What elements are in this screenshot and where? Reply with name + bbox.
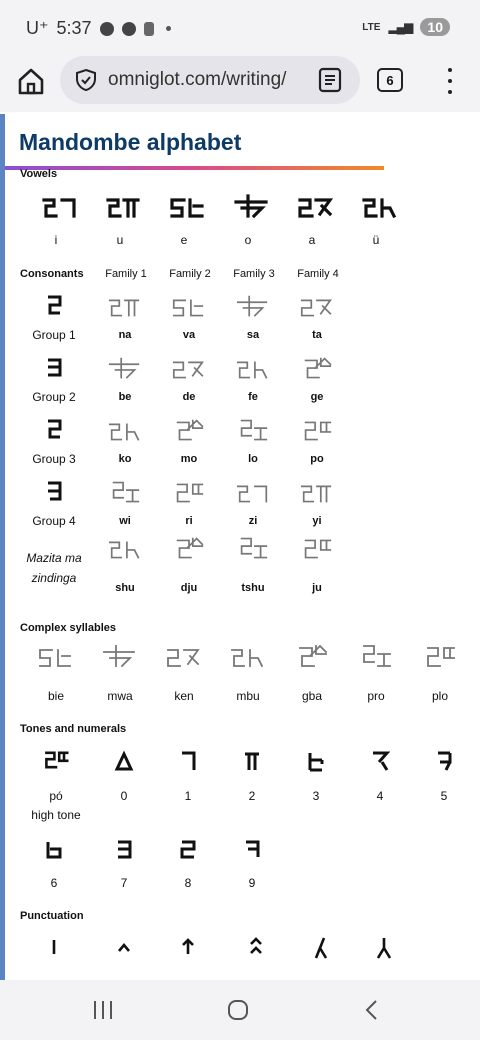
consonant-glyph <box>298 416 336 446</box>
back-icon[interactable] <box>362 998 380 1022</box>
consonant-label: ko <box>118 453 132 465</box>
section-heading-consonants: Consonants <box>20 268 84 280</box>
numeral-label: 0 <box>120 789 128 803</box>
consonant-glyph <box>298 478 336 508</box>
punctuation-glyph <box>44 936 64 960</box>
vowel-glyph <box>168 192 208 222</box>
punctuation-glyph <box>178 936 198 960</box>
page-title: Mandombe alphabet <box>19 129 242 155</box>
mazita-glyph <box>170 534 208 564</box>
status-right <box>362 18 450 36</box>
left-accent-bar <box>0 114 5 980</box>
group-base-glyph <box>44 294 64 316</box>
punctuation-glyph <box>246 936 266 960</box>
numeral-glyph <box>178 750 198 772</box>
numeral-label: 1 <box>184 789 192 803</box>
consonant-glyph <box>106 416 144 446</box>
numeral-label: 9 <box>248 876 256 890</box>
complex-glyph <box>356 642 396 672</box>
mazita-glyph <box>298 534 336 564</box>
consonant-glyph <box>234 478 272 508</box>
vowel-label: u <box>116 233 124 247</box>
punctuation-glyph <box>374 936 394 960</box>
group-base-glyph <box>44 480 64 502</box>
consonant-label: ge <box>310 391 324 403</box>
alert-notification-icon <box>144 22 154 36</box>
vowel-glyph <box>232 192 272 222</box>
consonant-glyph <box>234 416 272 446</box>
status-bar <box>0 0 480 56</box>
recent-apps-icon[interactable] <box>92 998 114 1022</box>
moon-notification-icon <box>122 22 136 36</box>
consonant-label: lo <box>248 453 258 465</box>
app-notification-icon <box>100 22 114 36</box>
vowel-label: a <box>308 233 316 247</box>
vowel-label: o <box>244 233 252 247</box>
complex-glyph <box>164 642 204 672</box>
consonant-glyph <box>298 292 336 322</box>
carrier-label: U⁺ <box>26 18 49 38</box>
family-header: Family 4 <box>297 268 339 280</box>
consonant-glyph <box>170 478 208 508</box>
network-type: LTE <box>362 21 381 33</box>
url-text[interactable]: omniglot.com/writing/ <box>108 69 287 90</box>
group-label: Group 2 <box>32 390 76 404</box>
complex-label: plo <box>431 689 448 703</box>
status-left <box>26 18 171 39</box>
consonant-label: fe <box>248 391 258 403</box>
numeral-glyph <box>44 838 64 860</box>
consonant-label: po <box>310 453 324 465</box>
consonant-label: na <box>118 329 132 341</box>
complex-glyph <box>228 642 268 672</box>
complex-label: gba <box>301 689 323 703</box>
numeral-glyph <box>242 750 262 772</box>
mazita-glyph <box>234 534 272 564</box>
section-heading-punctuation: Punctuation <box>20 910 84 922</box>
complex-label: pro <box>367 689 385 703</box>
vowel-glyph <box>104 192 144 222</box>
high-tone-glyph <box>40 746 72 774</box>
complex-label: mbu <box>236 689 260 703</box>
complex-glyph <box>36 642 76 672</box>
numeral-glyph <box>114 750 134 772</box>
vowel-glyph <box>40 192 80 222</box>
group-label: Group 1 <box>32 328 76 342</box>
complex-glyph <box>420 642 460 672</box>
family-header: Family 1 <box>105 268 147 280</box>
consonant-label: de <box>182 391 196 403</box>
consonant-label: mo <box>180 453 198 465</box>
tab-switcher-button[interactable]: 6 <box>377 68 403 92</box>
numeral-glyph <box>242 838 262 860</box>
consonant-glyph <box>298 354 336 384</box>
vowel-label: ü <box>372 233 380 247</box>
consonant-glyph <box>170 354 208 384</box>
family-header: Family 3 <box>233 268 275 280</box>
shield-icon <box>74 68 98 92</box>
high-tone-syllable: pó <box>49 789 63 803</box>
consonant-label: wi <box>119 515 131 527</box>
mazita-label: Mazita ma zindinga <box>26 551 82 585</box>
consonant-label: be <box>118 391 132 403</box>
numeral-label: 6 <box>50 876 58 890</box>
vowel-label: i <box>54 233 58 247</box>
consonant-glyph <box>170 292 208 322</box>
home-button[interactable] <box>14 64 48 98</box>
mazita-glyph <box>106 534 144 564</box>
complex-glyph <box>292 642 332 672</box>
numeral-glyph <box>306 750 326 772</box>
section-heading-complex: Complex syllables <box>20 622 116 634</box>
group-base-glyph <box>44 418 64 440</box>
complex-label: mwa <box>107 689 133 703</box>
mazita-syllable-label: dju <box>180 582 198 594</box>
consonant-label: ta <box>312 329 322 341</box>
numeral-label: 3 <box>312 789 320 803</box>
consonant-glyph <box>170 416 208 446</box>
address-bar[interactable] <box>60 56 360 104</box>
numeral-glyph <box>114 838 134 860</box>
consonant-glyph <box>106 292 144 322</box>
consonant-label: ri <box>185 515 193 527</box>
battery-indicator: 10 <box>420 18 450 36</box>
group-label: Group 3 <box>32 452 76 466</box>
group-label: Group 4 <box>32 514 76 528</box>
consonant-glyph <box>234 354 272 384</box>
numeral-glyph <box>178 838 198 860</box>
numeral-glyph <box>434 750 454 772</box>
section-heading-vowels: Vowels <box>20 168 58 180</box>
consonant-label: sa <box>246 329 260 341</box>
overflow-menu-icon[interactable] <box>440 66 460 96</box>
numeral-label: 5 <box>440 789 448 803</box>
home-nav-icon[interactable] <box>226 998 250 1022</box>
signal-icon: ▂▄▆ <box>388 20 413 34</box>
numeral-label: 4 <box>376 789 384 803</box>
numeral-label: 2 <box>248 789 256 803</box>
consonant-glyph <box>234 292 272 322</box>
high-tone-caption: high tone <box>31 808 81 822</box>
numeral-glyph <box>370 750 390 772</box>
mazita-syllable-label: ju <box>312 582 322 594</box>
page-content <box>0 114 480 980</box>
clock: 5:37 <box>56 18 92 38</box>
vowel-glyph <box>360 192 400 222</box>
numeral-label: 7 <box>120 876 128 890</box>
consonant-label: zi <box>248 515 258 527</box>
punctuation-glyph <box>114 936 134 960</box>
more-notifications-icon <box>166 26 171 31</box>
complex-glyph <box>100 642 140 672</box>
browser-toolbar <box>0 56 480 112</box>
consonant-label: yi <box>312 515 322 527</box>
mazita-syllable-label: tshu <box>241 582 265 594</box>
numeral-label: 8 <box>184 876 192 890</box>
family-header: Family 2 <box>169 268 211 280</box>
system-nav-bar <box>0 980 480 1040</box>
complex-label: bie <box>47 689 64 703</box>
reader-mode-icon[interactable] <box>318 67 342 93</box>
vowel-label: e <box>180 233 188 247</box>
consonant-label: va <box>182 329 196 341</box>
mazita-syllable-label: shu <box>115 582 135 594</box>
vowel-glyph <box>296 192 336 222</box>
complex-label: ken <box>174 689 194 703</box>
group-base-glyph <box>44 356 64 378</box>
consonant-glyph <box>106 354 144 384</box>
consonant-glyph <box>106 478 144 508</box>
section-heading-tones: Tones and numerals <box>20 723 127 735</box>
home-icon <box>14 64 48 98</box>
punctuation-glyph <box>310 936 330 960</box>
